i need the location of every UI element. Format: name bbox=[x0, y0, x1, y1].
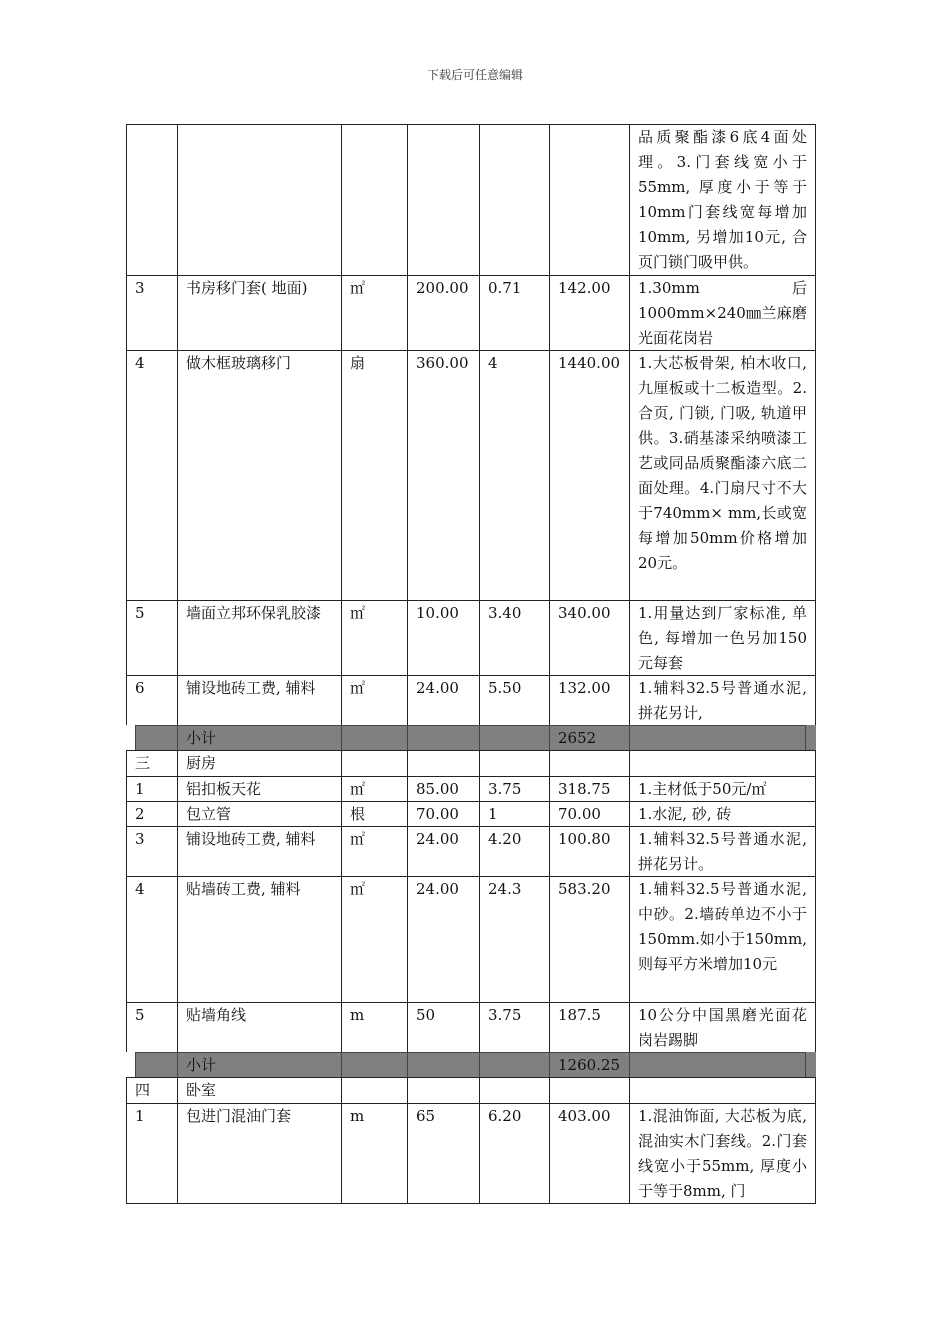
item-number: 1 bbox=[126, 776, 177, 801]
item-name: 书房移门套( 地面) bbox=[177, 275, 341, 350]
item-note: 1.大芯板骨架, 柏木收口, 九厘板或十二板造型。2.合页, 门锁, 门吸, 轨道甲供。3.硝基漆采纳喷漆工艺或同品质聚酯漆六底二面处理。4.门扇尺寸不大于740mm× mm,长或宽每增加50mm价格增加20元。 bbox=[629, 350, 816, 600]
table-row bbox=[126, 776, 816, 801]
subtotal-value: 2652 bbox=[549, 725, 629, 750]
item-note: 1.用量达到厂家标准, 单色, 每增加一色另加150元每套 bbox=[629, 600, 816, 675]
item-price: 65 bbox=[407, 1103, 479, 1203]
item-note: 1.混油饰面, 大芯板为底, 混油实木门套线。2.门套线宽小于55mm, 厚度小于等于8mm, 门 bbox=[629, 1103, 816, 1203]
item-unit: ㎡ bbox=[341, 675, 407, 725]
section-number: 四 bbox=[126, 1077, 177, 1103]
item-qty: 3.40 bbox=[479, 600, 549, 675]
section-header-row bbox=[126, 1077, 816, 1103]
page-header-note: 下载后可任意编辑 bbox=[426, 68, 523, 82]
item-unit: ㎡ bbox=[341, 826, 407, 876]
item-qty bbox=[479, 124, 549, 275]
item-number: 6 bbox=[126, 675, 177, 725]
item-name: 墙面立邦环保乳胶漆 bbox=[177, 600, 341, 675]
item-qty: 6.20 bbox=[479, 1103, 549, 1203]
item-name: 贴墙砖工费, 辅料 bbox=[177, 876, 341, 1002]
item-number: 5 bbox=[126, 600, 177, 675]
subtotal-blank bbox=[341, 1052, 407, 1077]
item-number: 1 bbox=[126, 1103, 177, 1203]
subtotal-blank bbox=[135, 1052, 177, 1077]
section-header-row bbox=[126, 750, 816, 776]
item-unit: ㎡ bbox=[341, 600, 407, 675]
item-price: 200.00 bbox=[407, 275, 479, 350]
item-total: 403.00 bbox=[549, 1103, 629, 1203]
empty-cell bbox=[629, 750, 816, 776]
item-price: 10.00 bbox=[407, 600, 479, 675]
item-number bbox=[126, 124, 177, 275]
item-note: 10公分中国黑磨光面花岗岩踢脚 bbox=[629, 1002, 816, 1052]
item-number: 3 bbox=[126, 826, 177, 876]
item-qty: 1 bbox=[479, 801, 549, 826]
item-price: 85.00 bbox=[407, 776, 479, 801]
subtotal-row bbox=[135, 1052, 816, 1077]
subtotal-row bbox=[135, 725, 816, 750]
quote-table bbox=[126, 124, 816, 1204]
table-row bbox=[126, 1002, 816, 1052]
item-name bbox=[177, 124, 341, 275]
item-price: 24.00 bbox=[407, 826, 479, 876]
empty-cell bbox=[479, 1077, 549, 1103]
item-number: 3 bbox=[126, 275, 177, 350]
item-total: 340.00 bbox=[549, 600, 629, 675]
subtotal-blank bbox=[629, 725, 806, 750]
item-number: 4 bbox=[126, 876, 177, 1002]
item-number: 5 bbox=[126, 1002, 177, 1052]
item-total: 132.00 bbox=[549, 675, 629, 725]
item-name: 铺设地砖工费, 辅料 bbox=[177, 826, 341, 876]
item-total: 583.20 bbox=[549, 876, 629, 1002]
subtotal-value: 1260.25 bbox=[549, 1052, 629, 1077]
item-unit: m bbox=[341, 1103, 407, 1203]
empty-cell bbox=[549, 1077, 629, 1103]
subtotal-blank bbox=[407, 1052, 479, 1077]
table-row bbox=[126, 124, 816, 275]
subtotal-label: 小计 bbox=[177, 1052, 341, 1077]
item-total: 1440.00 bbox=[549, 350, 629, 600]
subtotal-blank bbox=[479, 1052, 549, 1077]
item-total: 70.00 bbox=[549, 801, 629, 826]
item-total: 142.00 bbox=[549, 275, 629, 350]
section-number: 三 bbox=[126, 750, 177, 776]
empty-cell bbox=[407, 1077, 479, 1103]
item-name: 做木框玻璃移门 bbox=[177, 350, 341, 600]
item-number: 4 bbox=[126, 350, 177, 600]
item-qty: 3.75 bbox=[479, 776, 549, 801]
table-row bbox=[126, 876, 816, 1002]
table-row bbox=[126, 801, 816, 826]
item-note: 1.主材低于50元/㎡ bbox=[629, 776, 816, 801]
section-name: 卧室 bbox=[177, 1077, 341, 1103]
item-total: 100.80 bbox=[549, 826, 629, 876]
item-price: 50 bbox=[407, 1002, 479, 1052]
item-number: 2 bbox=[126, 801, 177, 826]
item-total: 187.5 bbox=[549, 1002, 629, 1052]
item-unit: ㎡ bbox=[341, 275, 407, 350]
subtotal-label: 小计 bbox=[177, 725, 341, 750]
empty-cell bbox=[479, 750, 549, 776]
item-qty: 5.50 bbox=[479, 675, 549, 725]
item-qty: 4 bbox=[479, 350, 549, 600]
item-unit: 扇 bbox=[341, 350, 407, 600]
item-unit bbox=[341, 124, 407, 275]
item-qty: 4.20 bbox=[479, 826, 549, 876]
table-bottom-border bbox=[126, 1203, 816, 1204]
item-unit: ㎡ bbox=[341, 876, 407, 1002]
subtotal-blank bbox=[341, 725, 407, 750]
item-unit: ㎡ bbox=[341, 776, 407, 801]
subtotal-blank bbox=[135, 725, 177, 750]
item-price: 360.00 bbox=[407, 350, 479, 600]
item-note: 1.辅料32.5号普通水泥, 拼花另计。 bbox=[629, 826, 816, 876]
table-row bbox=[126, 826, 816, 876]
table-row bbox=[126, 275, 816, 350]
subtotal-blank bbox=[407, 725, 479, 750]
table-row bbox=[126, 600, 816, 675]
empty-cell bbox=[407, 750, 479, 776]
item-note: 1.辅料32.5号普通水泥, 中砂。2.墙砖单边不小于150mm.如小于150mm, 则每平方米增加10元 bbox=[629, 876, 816, 1002]
empty-cell bbox=[341, 1077, 407, 1103]
item-qty: 0.71 bbox=[479, 275, 549, 350]
item-note: 品质聚酯漆6底4面处理。3.门套线宽小于55mm, 厚度小于等于10mm门套线宽每增加10mm, 另增加10元, 合页门锁门吸甲供。 bbox=[629, 124, 816, 275]
subtotal-blank bbox=[479, 725, 549, 750]
item-unit: m bbox=[341, 1002, 407, 1052]
empty-cell bbox=[341, 750, 407, 776]
item-price bbox=[407, 124, 479, 275]
item-total bbox=[549, 124, 629, 275]
item-note: 1.辅料32.5号普通水泥, 拼花另计, bbox=[629, 675, 816, 725]
item-total: 318.75 bbox=[549, 776, 629, 801]
empty-cell bbox=[549, 750, 629, 776]
table-row bbox=[126, 675, 816, 725]
item-name: 贴墙角线 bbox=[177, 1002, 341, 1052]
item-price: 24.00 bbox=[407, 675, 479, 725]
section-name: 厨房 bbox=[177, 750, 341, 776]
empty-cell bbox=[629, 1077, 816, 1103]
item-price: 70.00 bbox=[407, 801, 479, 826]
item-qty: 3.75 bbox=[479, 1002, 549, 1052]
item-note: 1.水泥, 砂, 砖 bbox=[629, 801, 816, 826]
item-price: 24.00 bbox=[407, 876, 479, 1002]
table-row bbox=[126, 350, 816, 600]
subtotal-blank bbox=[629, 1052, 806, 1077]
item-name: 包立管 bbox=[177, 801, 341, 826]
item-note: 1.30mm 后1000mm×240㎜兰麻磨光面花岗岩 bbox=[629, 275, 816, 350]
item-qty: 24.3 bbox=[479, 876, 549, 1002]
item-unit: 根 bbox=[341, 801, 407, 826]
item-name: 铺设地砖工费, 辅料 bbox=[177, 675, 341, 725]
item-name: 铝扣板天花 bbox=[177, 776, 341, 801]
item-name: 包进门混油门套 bbox=[177, 1103, 341, 1203]
table-row bbox=[126, 1103, 816, 1203]
